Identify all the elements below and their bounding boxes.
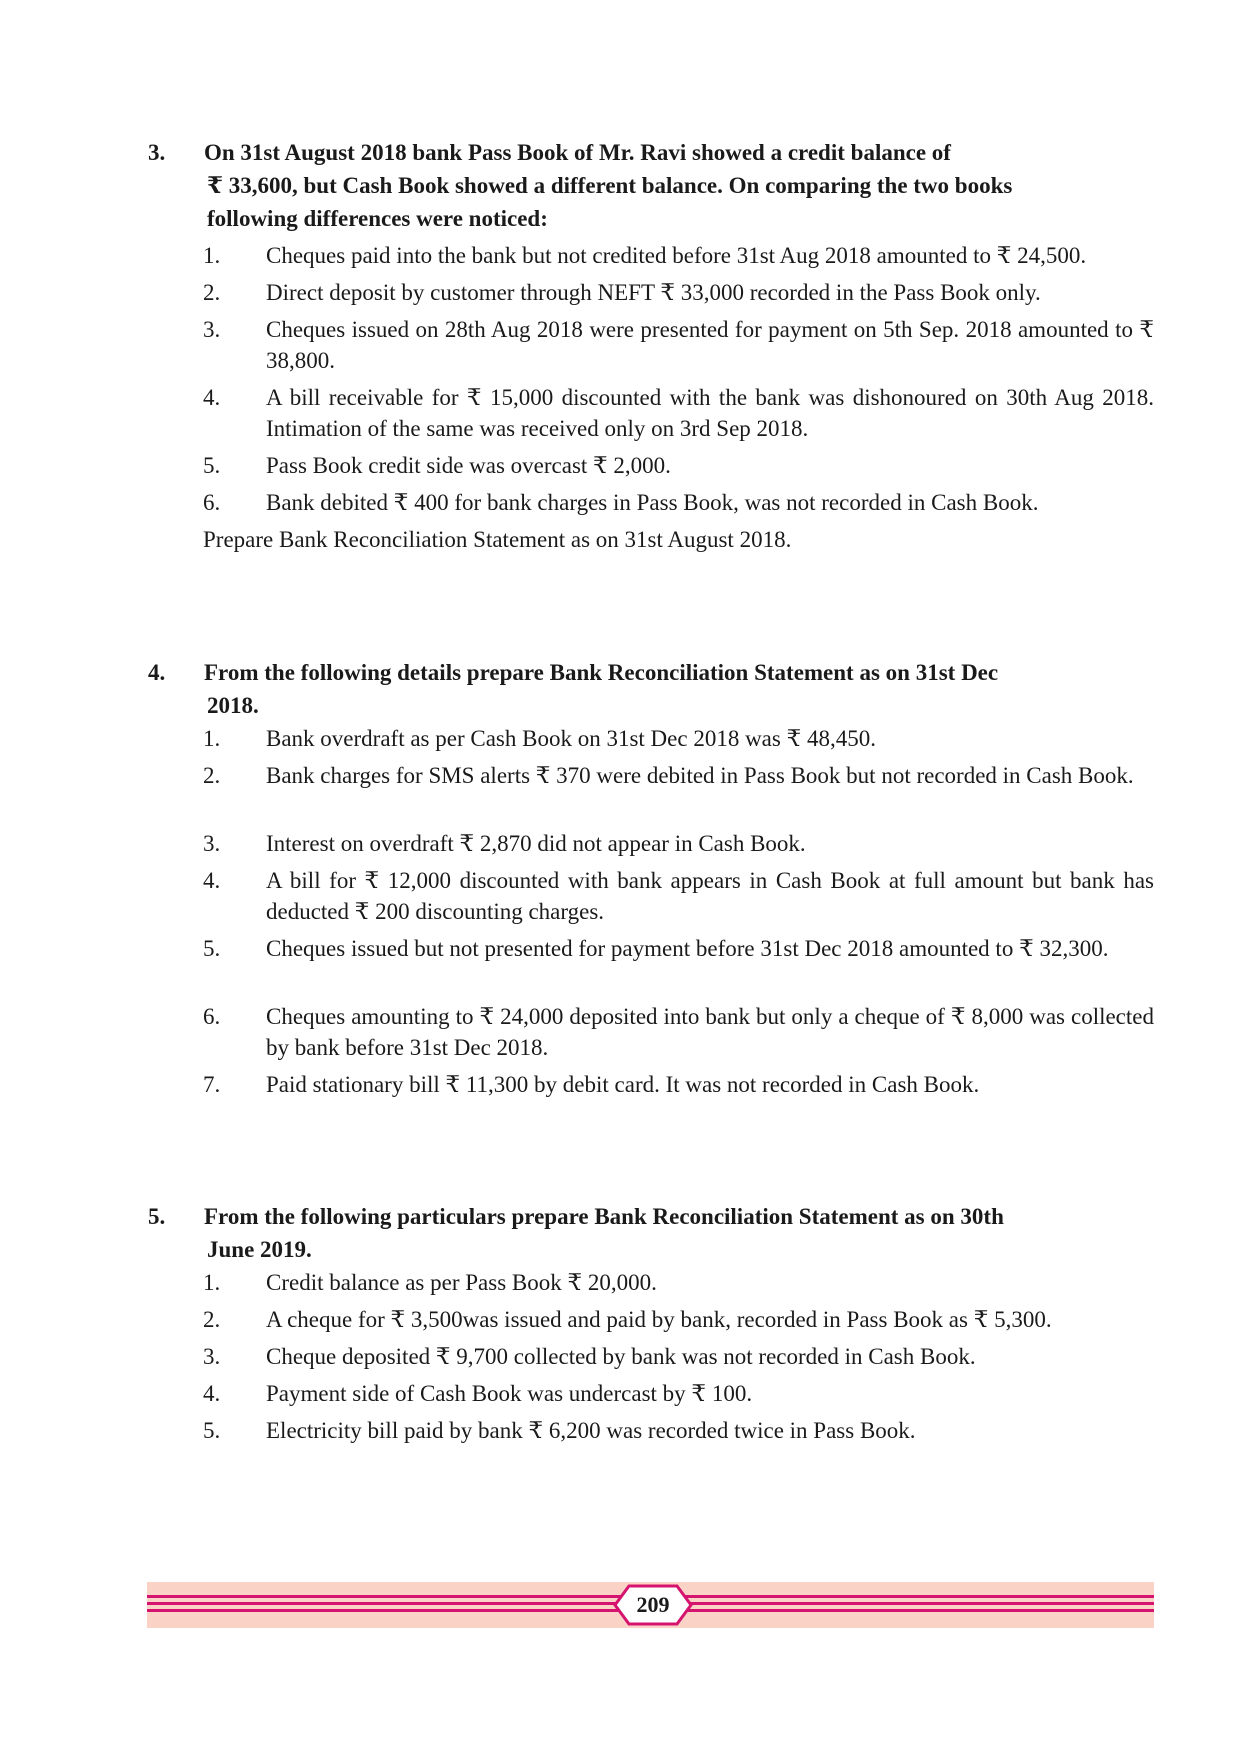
- question-title: [204, 136, 1154, 235]
- item-number: 4.: [203, 385, 221, 410]
- question-title-line: following differences were noticed:: [207, 206, 548, 231]
- item-text: Payment side of Cash Book was undercast by ₹ 100.: [266, 1381, 753, 1406]
- item-number: 7.: [203, 1072, 221, 1097]
- item-number: 2.: [203, 280, 221, 305]
- item-number: 6.: [203, 1004, 221, 1029]
- item-text: Cheques issued but not presented for payment before 31st Dec 2018 amounted to ₹ 32,300.: [266, 936, 1109, 961]
- question-instruction: Prepare Bank Reconciliation Statement as on 31st August 2018.: [203, 527, 792, 552]
- question-number: 3.: [148, 140, 166, 165]
- page-number-badge: [613, 1583, 693, 1627]
- page-footer: [147, 1582, 1154, 1628]
- item-text: Electricity bill paid by bank ₹ 6,200 was recorded twice in Pass Book.: [266, 1418, 916, 1443]
- item-number: 6.: [203, 490, 221, 515]
- item-text: Credit balance as per Pass Book ₹ 20,000.: [266, 1270, 657, 1295]
- item-text: Cheques amounting to ₹ 24,000 deposited into bank but only a cheque of ₹ 8,000 was collected by bank before 31st Dec 2018.: [266, 1004, 1154, 1060]
- item-text: Direct deposit by customer through NEFT ₹ 33,000 recorded in the Pass Book only.: [266, 280, 1041, 305]
- question-title-line: On 31st August 2018 bank Pass Book of Mr. Ravi showed a credit balance of: [204, 140, 951, 165]
- question-title: [204, 1200, 1154, 1266]
- item-text: A cheque for ₹ 3,500was issued and paid by bank, recorded in Pass Book as ₹ 5,300.: [266, 1307, 1052, 1332]
- item-number: 4.: [203, 868, 221, 893]
- item-text: Paid stationary bill ₹ 11,300 by debit card. It was not recorded in Cash Book.: [266, 1072, 980, 1097]
- question-title-line: ₹ 33,600, but Cash Book showed a different balance. On comparing the two books: [207, 173, 1013, 198]
- item-text: Bank debited ₹ 400 for bank charges in Pass Book, was not recorded in Cash Book.: [266, 490, 1039, 515]
- item-text: Cheques paid into the bank but not credited before 31st Aug 2018 amounted to ₹ 24,500.: [266, 243, 1087, 268]
- item-number: 3.: [203, 317, 221, 342]
- question-title-line: From the following particulars prepare Bank Reconciliation Statement as on 30th: [204, 1204, 1004, 1229]
- item-number: 5.: [203, 936, 221, 961]
- item-text: Bank charges for SMS alerts ₹ 370 were debited in Pass Book but not recorded in Cash Book.: [266, 763, 1134, 788]
- item-number: 3.: [203, 1344, 221, 1369]
- item-text: A bill for ₹ 12,000 discounted with bank appears in Cash Book at full amount but bank has deducted ₹ 200 discounting charges.: [266, 868, 1154, 924]
- question-title-line: June 2019.: [207, 1237, 312, 1262]
- item-number: 3.: [203, 831, 221, 856]
- question-number: 5.: [148, 1204, 166, 1229]
- item-number: 4.: [203, 1381, 221, 1406]
- item-number: 1.: [203, 1270, 221, 1295]
- item-text: A bill receivable for ₹ 15,000 discounted with the bank was dishonoured on 30th Aug 2018. Intimation of the same was received only on 3rd Sep 2018.: [266, 385, 1154, 441]
- item-text: Cheques issued on 28th Aug 2018 were presented for payment on 5th Sep. 2018 amounted to ₹ 38,800.: [266, 317, 1154, 373]
- item-number: 2.: [203, 763, 221, 788]
- page-number: 209: [636, 1592, 670, 1617]
- question-number: 4.: [148, 660, 166, 685]
- item-text: Bank overdraft as per Cash Book on 31st Dec 2018 was ₹ 48,450.: [266, 726, 876, 751]
- item-text: Pass Book credit side was overcast ₹ 2,000.: [266, 453, 671, 478]
- item-text: Interest on overdraft ₹ 2,870 did not appear in Cash Book.: [266, 831, 806, 856]
- item-number: 1.: [203, 726, 221, 751]
- item-number: 5.: [203, 1418, 221, 1443]
- item-text: Cheque deposited ₹ 9,700 collected by bank was not recorded in Cash Book.: [266, 1344, 976, 1369]
- item-number: 2.: [203, 1307, 221, 1332]
- question-title: [204, 656, 1154, 722]
- item-number: 1.: [203, 243, 221, 268]
- question-title-line: 2018.: [207, 693, 259, 718]
- item-number: 5.: [203, 453, 221, 478]
- question-title-line: From the following details prepare Bank Reconciliation Statement as on 31st Dec: [204, 660, 999, 685]
